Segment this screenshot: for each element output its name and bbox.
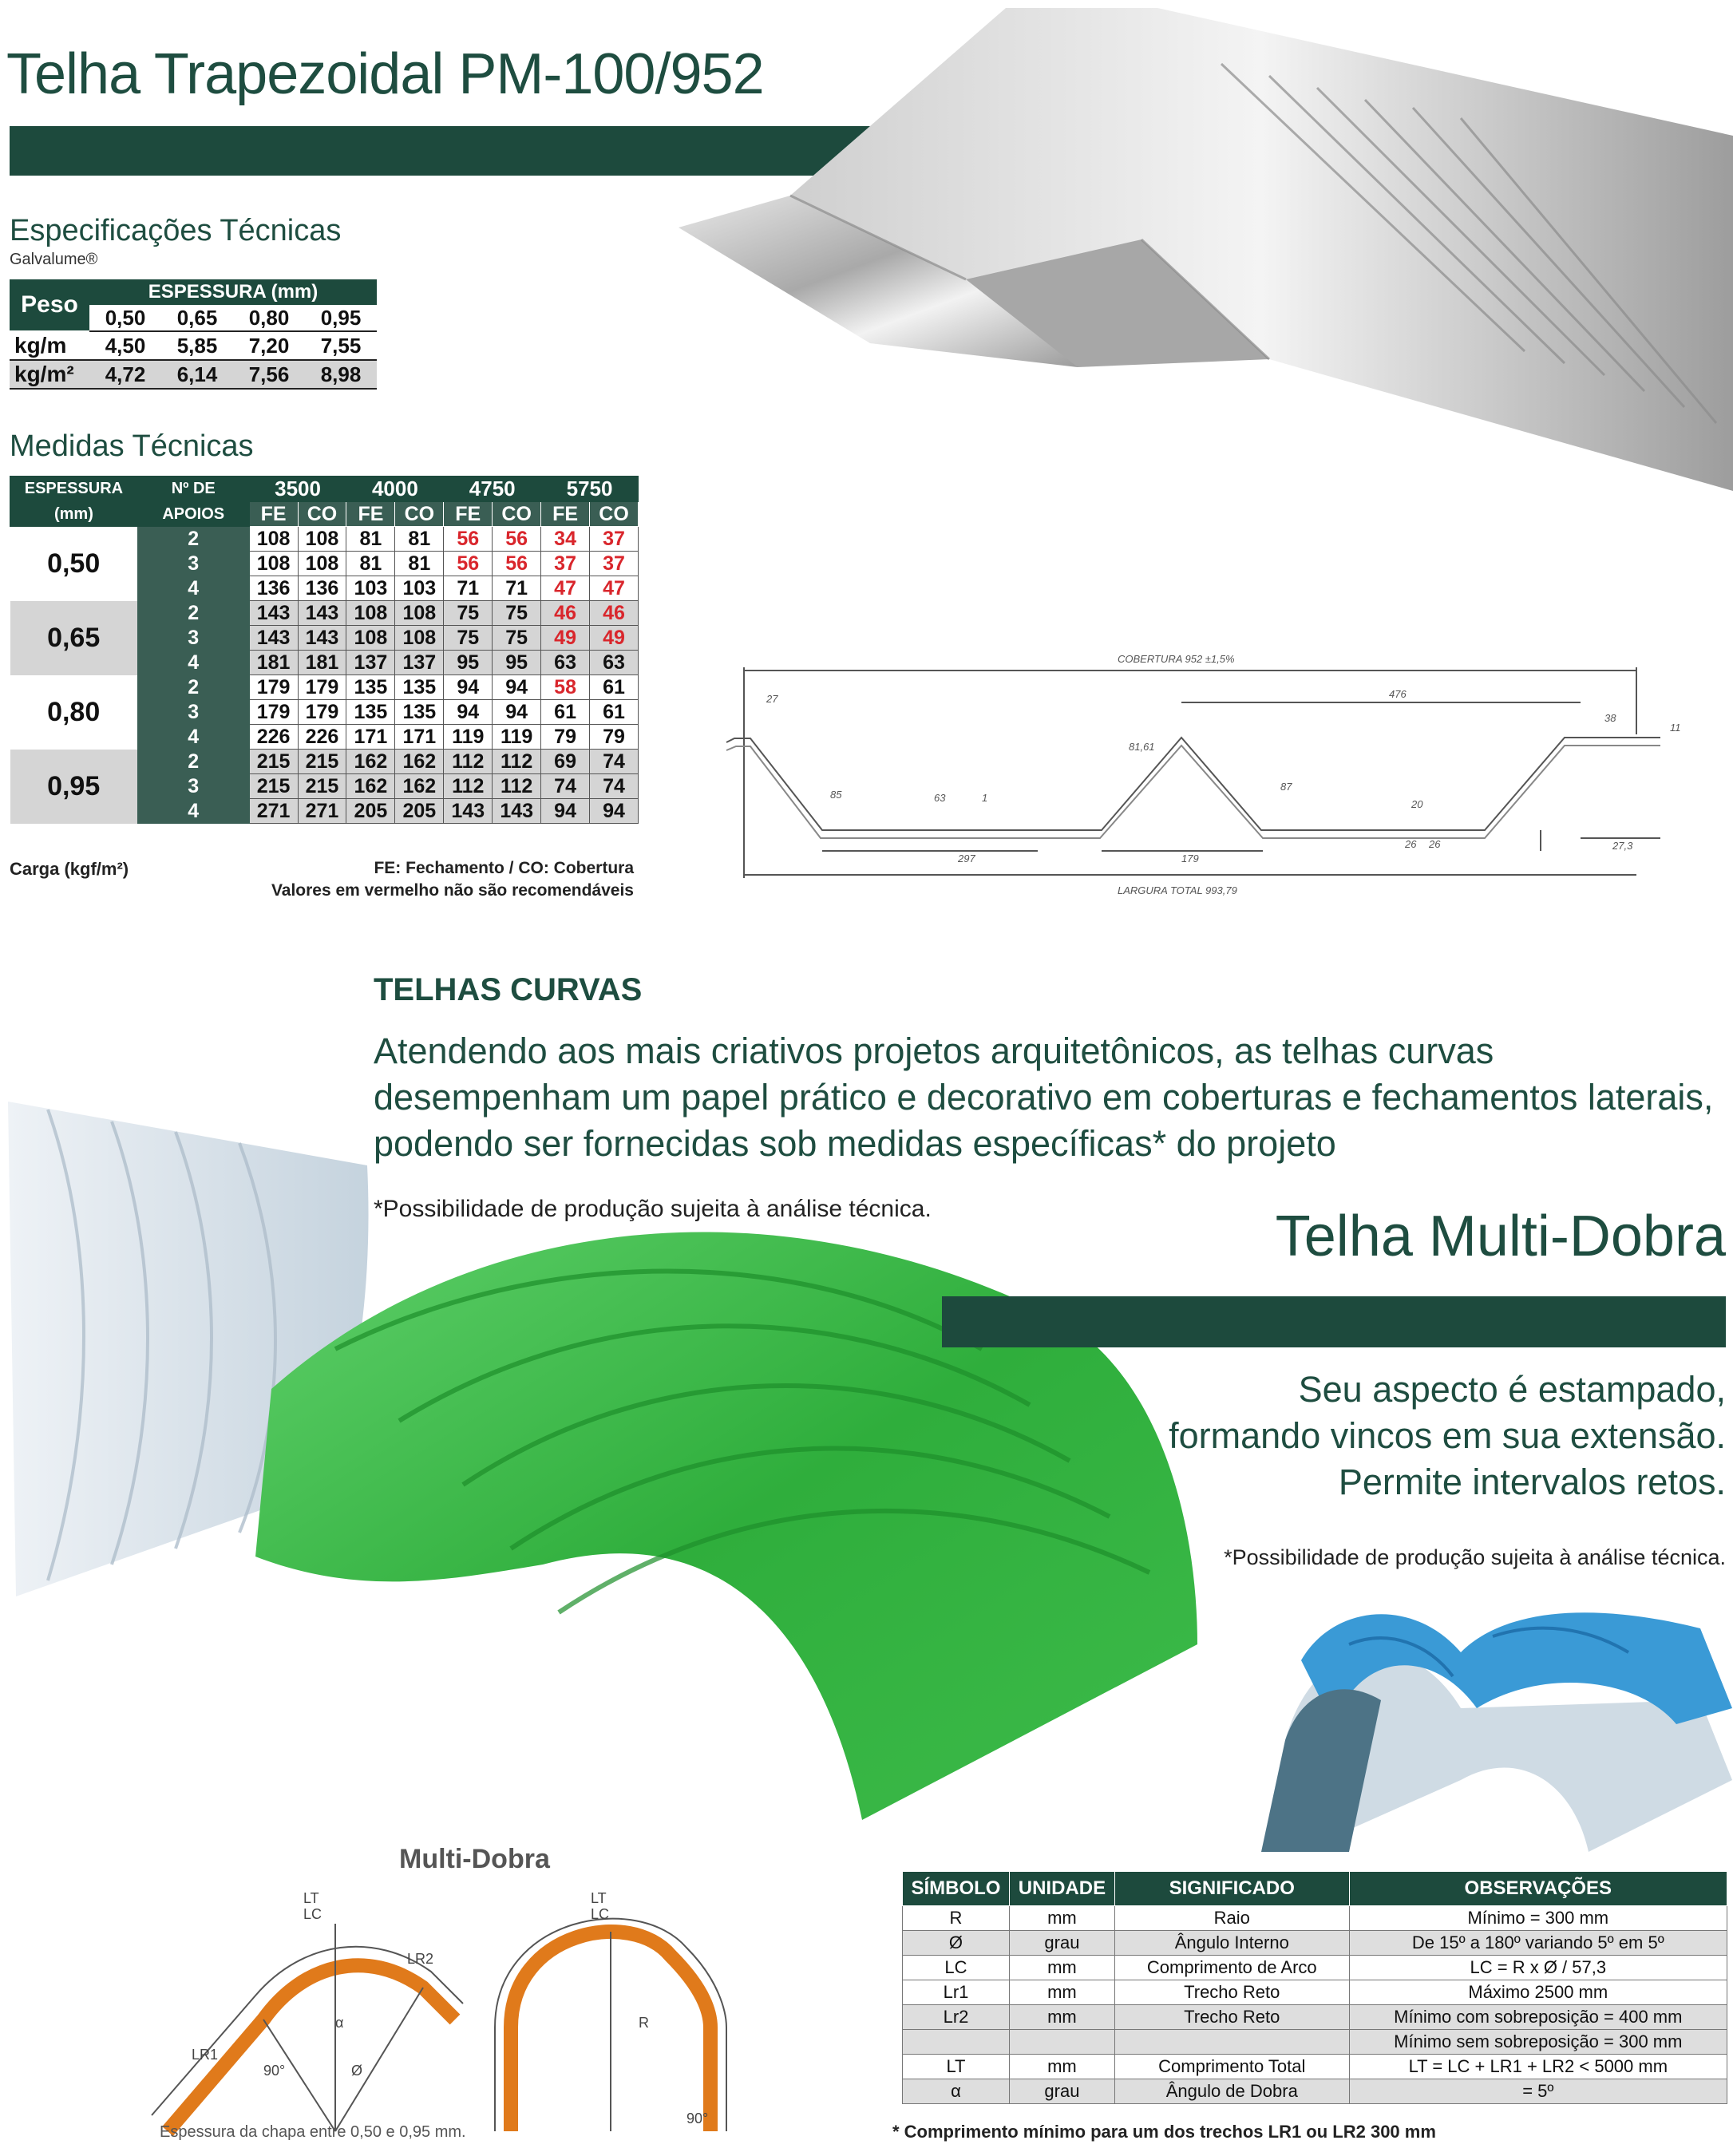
med-value: 162 (395, 774, 444, 799)
med-fe-header: FE (541, 502, 590, 527)
page-title: Telha Trapezoidal PM-100/952 (6, 42, 764, 106)
sym-cell: mm (1009, 1956, 1114, 1980)
med-value: 81 (346, 527, 395, 552)
med-value: 56 (493, 527, 541, 552)
sym-cell: Lr1 (903, 1980, 1010, 2005)
med-value: 179 (298, 700, 346, 725)
multidobra-title: Telha Multi-Dobra (1275, 1205, 1726, 1268)
med-value: 34 (541, 527, 590, 552)
table-row (10, 601, 639, 626)
curvas-heading: TELHAS CURVAS (374, 972, 643, 1007)
med-value: 74 (590, 750, 639, 774)
spec-espessura-header: ESPESSURA (mm) (89, 279, 377, 305)
md-label-lt-2: LT (591, 1890, 607, 1906)
sym-cell: Raio (1114, 1906, 1349, 1931)
med-value: 95 (444, 651, 493, 675)
profile-cobertura: COBERTURA 952 ±1,5% (1118, 653, 1235, 665)
med-value: 94 (493, 675, 541, 700)
table-row (903, 1956, 1727, 1980)
sym-cell: Máximo 2500 mm (1349, 1980, 1727, 2005)
symbols-footnote: * Comprimento mínimo para um dos trechos LR1 ou LR2 300 mm (892, 2122, 1436, 2142)
med-value: 108 (249, 527, 298, 552)
sym-cell: Ângulo de Dobra (1114, 2079, 1349, 2104)
sym-cell: Trecho Reto (1114, 1980, 1349, 2005)
med-value: 94 (541, 799, 590, 824)
med-value: 61 (590, 675, 639, 700)
md-label-lc-2: LC (591, 1906, 610, 1922)
med-span-2: 4750 (444, 477, 541, 502)
med-apoios: 2 (137, 675, 249, 700)
med-value: 79 (541, 725, 590, 750)
med-value: 94 (590, 799, 639, 824)
med-value: 179 (249, 675, 298, 700)
table-row (903, 2030, 1727, 2055)
profile-dim-8: 87 (1280, 781, 1292, 793)
spec-material: Galvalume® (10, 251, 98, 268)
md-label-90-2: 90° (686, 2111, 709, 2126)
spec-heading: Especificações Técnicas (10, 214, 342, 247)
spec-unit-0: kg/m (14, 333, 67, 358)
medidas-table (10, 476, 639, 824)
med-co-header: CO (395, 502, 444, 527)
med-value: 162 (346, 774, 395, 799)
med-value: 63 (590, 651, 639, 675)
med-apoios: 4 (137, 799, 249, 824)
profile-dim-11: 63 (934, 792, 946, 804)
med-apoios: 3 (137, 700, 249, 725)
med-value: 37 (590, 552, 639, 576)
med-apoios: 3 (137, 626, 249, 651)
profile-dim-9: 81,61 (1129, 741, 1155, 753)
sym-cell: mm (1009, 2055, 1114, 2079)
sym-cell: Lr2 (903, 2005, 1010, 2030)
med-value: 108 (249, 552, 298, 576)
spec-row-kgm2 (10, 361, 377, 390)
med-value: 143 (249, 626, 298, 651)
med-value: 56 (493, 552, 541, 576)
med-co-header: CO (298, 502, 346, 527)
med-value: 226 (249, 725, 298, 750)
table-row (903, 1980, 1727, 2005)
med-value: 108 (298, 552, 346, 576)
md-label-r: R (639, 2015, 649, 2031)
sym-cell: grau (1009, 2079, 1114, 2104)
sym-header-0: SÍMBOLO (903, 1872, 1010, 1906)
multidobra-note: *Possibilidade de produção sujeita à análise técnica. (1224, 1545, 1726, 1569)
med-value: 143 (298, 626, 346, 651)
med-value: 94 (444, 675, 493, 700)
spec-value: 6,14 (176, 362, 218, 386)
profile-dim-1: 476 (1389, 688, 1407, 700)
spec-row-kgm (10, 332, 377, 361)
md-label-lr1: LR1 (192, 2047, 219, 2063)
spec-value: 8,98 (320, 362, 362, 386)
med-thickness: 0,50 (10, 527, 138, 601)
med-value: 137 (346, 651, 395, 675)
sym-cell: Comprimento de Arco (1114, 1956, 1349, 1980)
med-value: 205 (346, 799, 395, 824)
med-apoios: 4 (137, 651, 249, 675)
sym-cell: LC = R x Ø / 57,3 (1349, 1956, 1727, 1980)
sym-cell (1009, 2030, 1114, 2055)
spec-unit-1: kg/m² (14, 362, 74, 386)
md-label-alpha: α (335, 2015, 344, 2031)
med-value: 108 (298, 527, 346, 552)
spec-value: 7,55 (320, 334, 362, 358)
sym-cell: mm (1009, 1906, 1114, 1931)
med-value: 69 (541, 750, 590, 774)
med-apoios: 2 (137, 527, 249, 552)
med-value: 95 (493, 651, 541, 675)
sym-header-2: SIGNIFICADO (1114, 1872, 1349, 1906)
sym-cell: Mínimo = 300 mm (1349, 1906, 1727, 1931)
multidobra-sheets-image (1253, 1596, 1732, 1860)
table-row (903, 1931, 1727, 1956)
med-value: 108 (395, 601, 444, 626)
med-value: 181 (298, 651, 346, 675)
med-value: 137 (395, 651, 444, 675)
med-value: 271 (249, 799, 298, 824)
symbols-table (902, 1871, 1727, 2104)
med-apoios: 4 (137, 725, 249, 750)
table-row (903, 1906, 1727, 1931)
spec-peso-header: Peso (10, 279, 89, 330)
multidobra-text-3: Permite intervalos retos. (1338, 1462, 1726, 1502)
med-value: 135 (395, 675, 444, 700)
profile-dim-2: 297 (958, 853, 975, 864)
med-fe-header: FE (444, 502, 493, 527)
med-value: 135 (346, 675, 395, 700)
multidobra-bar (942, 1296, 1726, 1347)
spec-value: 5,85 (176, 334, 218, 358)
sym-cell: R (903, 1906, 1010, 1931)
med-span-1: 4000 (346, 477, 444, 502)
med-value: 136 (298, 576, 346, 601)
med-apoios: 3 (137, 774, 249, 799)
spec-value: 7,20 (248, 334, 290, 358)
med-apoios: 2 (137, 750, 249, 774)
spec-thickness-2: 0,80 (248, 306, 290, 330)
sym-cell: α (903, 2079, 1010, 2104)
med-value: 215 (298, 750, 346, 774)
multidobra-drawing-caption: Espessura da chapa entre 0,50 e 0,95 mm. (160, 2123, 466, 2141)
med-value: 136 (249, 576, 298, 601)
med-fe-header: FE (346, 502, 395, 527)
med-value: 61 (590, 700, 639, 725)
med-value: 49 (590, 626, 639, 651)
med-value: 37 (590, 527, 639, 552)
spec-table (10, 279, 377, 388)
med-value: 181 (249, 651, 298, 675)
profile-dim-14: 1 (982, 792, 988, 804)
med-value: 112 (444, 750, 493, 774)
med-value: 81 (395, 552, 444, 576)
med-value: 162 (346, 750, 395, 774)
med-value: 71 (444, 576, 493, 601)
sym-cell: grau (1009, 1931, 1114, 1956)
profile-drawing (718, 639, 1700, 910)
med-value: 81 (346, 552, 395, 576)
med-value: 47 (590, 576, 639, 601)
profile-dim-10: 85 (830, 789, 842, 801)
med-value: 119 (493, 725, 541, 750)
multidobra-drawing (144, 1836, 782, 2155)
med-value: 215 (249, 750, 298, 774)
sym-header-1: UNIDADE (1009, 1872, 1114, 1906)
spec-thickness-row (89, 305, 377, 332)
med-value: 74 (541, 774, 590, 799)
profile-dim-12: 38 (1604, 712, 1616, 724)
med-value: 179 (249, 700, 298, 725)
spec-value: 7,56 (248, 362, 290, 386)
med-value: 271 (298, 799, 346, 824)
med-value: 61 (541, 700, 590, 725)
med-col-espessura: ESPESSURA (10, 477, 138, 502)
multidobra-text-2: formando vincos em sua extensão. (1169, 1415, 1726, 1456)
table-row (10, 750, 639, 774)
med-value: 143 (444, 799, 493, 824)
med-value: 179 (298, 675, 346, 700)
table-row (903, 2055, 1727, 2079)
curvas-body: Atendendo aos mais criativos projetos arquitetônicos, as telhas curvas desempenham um papel prático e decorativo em coberturas e fechamentos laterais, podendo ser fornecidas sob medidas específicas* do projeto (374, 1031, 1714, 1164)
med-value: 119 (444, 725, 493, 750)
med-value: 94 (493, 700, 541, 725)
med-value: 71 (493, 576, 541, 601)
profile-dim-6: 26 (1429, 838, 1441, 850)
table-row (903, 2005, 1727, 2030)
med-span-3: 5750 (541, 477, 639, 502)
med-value: 108 (346, 601, 395, 626)
spec-thickness-0: 0,50 (105, 306, 146, 330)
md-label-lt: LT (303, 1890, 319, 1906)
med-value: 58 (541, 675, 590, 700)
md-label-90: 90° (263, 2063, 286, 2079)
med-thickness: 0,65 (10, 601, 138, 675)
profile-dim-13: 11 (1670, 722, 1681, 734)
med-col-espessura-unit: (mm) (10, 502, 138, 527)
med-value: 63 (541, 651, 590, 675)
med-value: 143 (298, 601, 346, 626)
profile-dim-5: 26 (1405, 838, 1417, 850)
spec-value: 4,50 (105, 334, 146, 358)
med-thickness: 0,80 (10, 675, 138, 750)
md-label-phi: Ø (351, 2063, 363, 2079)
spec-thickness-3: 0,95 (320, 306, 362, 330)
med-value: 215 (298, 774, 346, 799)
med-value: 112 (493, 750, 541, 774)
med-co-header: CO (590, 502, 639, 527)
trapezoidal-sheet-image (663, 0, 1733, 495)
med-value: 47 (541, 576, 590, 601)
profile-dim-4: 27,3 (1612, 840, 1633, 852)
med-value: 46 (590, 601, 639, 626)
profile-largura: LARGURA TOTAL 993,79 (1118, 884, 1237, 896)
med-value: 135 (346, 700, 395, 725)
medidas-heading: Medidas Técnicas (10, 429, 254, 463)
table-row (903, 2079, 1727, 2104)
sym-cell: mm (1009, 2005, 1114, 2030)
medidas-legend-2: Valores em vermelho não são recomendáveis (271, 881, 634, 900)
med-value: 75 (444, 601, 493, 626)
sym-cell: Mínimo com sobreposição = 400 mm (1349, 2005, 1727, 2030)
med-thickness: 0,95 (10, 750, 138, 824)
table-row (10, 675, 639, 700)
md-label-lc: LC (303, 1906, 322, 1922)
sym-cell: LT = LC + LR1 + LR2 < 5000 mm (1349, 2055, 1727, 2079)
profile-dim-3: 179 (1181, 853, 1199, 864)
med-value: 143 (249, 601, 298, 626)
med-value: 75 (493, 626, 541, 651)
med-value: 79 (590, 725, 639, 750)
med-col-apoios-2: APOIOS (137, 502, 249, 527)
med-value: 143 (493, 799, 541, 824)
med-value: 56 (444, 527, 493, 552)
med-value: 75 (493, 601, 541, 626)
multidobra-text-1: Seu aspecto é estampado, (1298, 1369, 1726, 1410)
sym-cell: Mínimo sem sobreposição = 300 mm (1349, 2030, 1727, 2055)
curvas-note: *Possibilidade de produção sujeita à análise técnica. (374, 1196, 932, 1222)
sym-cell: = 5º (1349, 2079, 1727, 2104)
sym-cell: Ø (903, 1931, 1010, 1956)
med-value: 162 (395, 750, 444, 774)
med-value: 74 (590, 774, 639, 799)
med-value: 49 (541, 626, 590, 651)
med-apoios: 3 (137, 552, 249, 576)
med-span-0: 3500 (249, 477, 346, 502)
med-value: 56 (444, 552, 493, 576)
sym-cell: mm (1009, 1980, 1114, 2005)
med-value: 171 (346, 725, 395, 750)
sym-cell: Trecho Reto (1114, 2005, 1349, 2030)
med-value: 108 (395, 626, 444, 651)
med-value: 103 (346, 576, 395, 601)
carga-label: Carga (kgf/m²) (10, 859, 129, 879)
table-row (10, 527, 639, 552)
med-value: 81 (395, 527, 444, 552)
med-value: 215 (249, 774, 298, 799)
med-value: 103 (395, 576, 444, 601)
med-value: 108 (346, 626, 395, 651)
med-apoios: 4 (137, 576, 249, 601)
sym-cell: De 15º a 180º variando 5º em 5º (1349, 1931, 1727, 1956)
medidas-legend-1: FE: Fechamento / CO: Cobertura (374, 859, 634, 877)
med-value: 205 (395, 799, 444, 824)
sym-cell (1114, 2030, 1349, 2055)
profile-dim-7: 20 (1411, 798, 1423, 810)
med-apoios: 2 (137, 601, 249, 626)
md-label-lr2: LR2 (407, 1951, 434, 1967)
med-col-apoios-1: Nº DE (137, 477, 249, 502)
multidobra-drawing-title: Multi-Dobra (399, 1844, 550, 1874)
sym-cell: LC (903, 1956, 1010, 1980)
sym-cell: LT (903, 2055, 1010, 2079)
sym-header-3: OBSERVAÇÕES (1349, 1872, 1727, 1906)
med-value: 46 (541, 601, 590, 626)
med-value: 94 (444, 700, 493, 725)
med-fe-header: FE (249, 502, 298, 527)
med-value: 171 (395, 725, 444, 750)
med-value: 37 (541, 552, 590, 576)
spec-thickness-1: 0,65 (176, 306, 218, 330)
med-value: 226 (298, 725, 346, 750)
sym-cell: Comprimento Total (1114, 2055, 1349, 2079)
sym-cell (903, 2030, 1010, 2055)
med-co-header: CO (493, 502, 541, 527)
med-value: 135 (395, 700, 444, 725)
med-value: 112 (493, 774, 541, 799)
med-value: 75 (444, 626, 493, 651)
profile-dim-0: 27 (766, 693, 778, 705)
spec-value: 4,72 (105, 362, 146, 386)
sym-cell: Ângulo Interno (1114, 1931, 1349, 1956)
med-value: 112 (444, 774, 493, 799)
